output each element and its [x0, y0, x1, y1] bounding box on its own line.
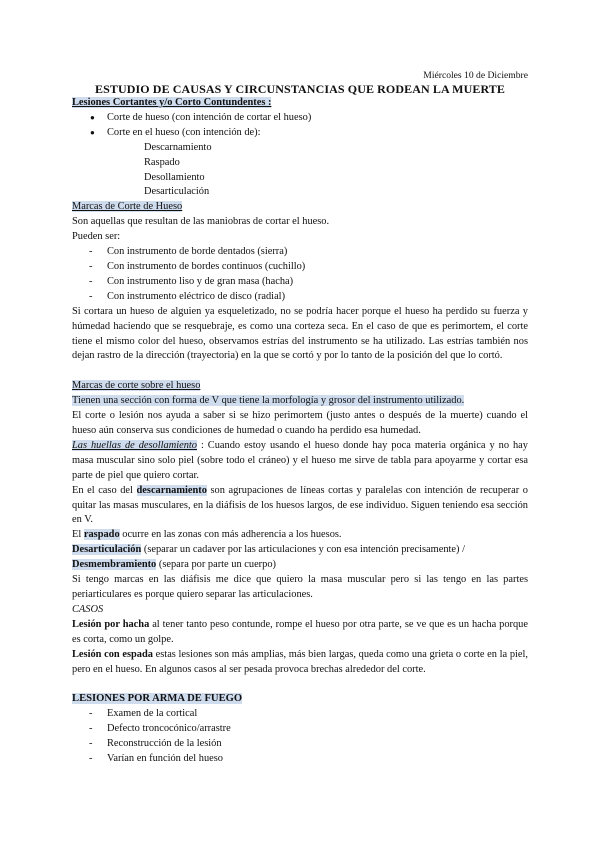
date-line: Miércoles 10 de Diciembre: [423, 70, 528, 81]
section-heading-marcas-corte-sobre-hueso: Marcas de corte sobre el hueso: [72, 380, 201, 392]
section-heading-arma-de-fuego: LESIONES POR ARMA DE FUEGO: [72, 693, 243, 705]
bullet-list-cortes: [72, 111, 528, 141]
sub-item: Desarticulación: [144, 186, 210, 198]
list-item: - Con instrumento eléctrico de disco (radial): [89, 290, 528, 305]
paragraph: Desmembramiento (separa por parte un cuerpo): [72, 559, 276, 571]
list-item: ● Corte de hueso (con intención de cortar el hueso): [90, 111, 528, 126]
paragraph: Lesión con espada estas lesiones son más amplias, más bien largas, queda como una grieta o corte en la piel, pero en el hueso. En algunos casos al ser pesada provoca brechas alrededor del corte.: [72, 648, 528, 675]
sub-item: Raspado: [144, 156, 180, 168]
section-heading-lesiones-cortantes: Lesiones Cortantes y/o Corto Contundentes :: [72, 97, 272, 108]
list-item: - Examen de la cortical: [89, 707, 528, 722]
casos-label: CASOS: [72, 603, 104, 615]
paragraph: Pueden ser:: [72, 231, 121, 243]
list-item: - Con instrumento de borde dentados (sierra): [89, 245, 528, 260]
dash-list-instrumentos: [72, 245, 528, 305]
dash-list-arma-fuego: [72, 707, 528, 767]
list-item: - Con instrumento liso y de gran masa (hacha): [89, 275, 528, 290]
list-item: - Reconstrucción de la lesión: [89, 737, 528, 752]
paragraph: Son aquellas que resultan de las maniobras de cortar el hueso.: [72, 216, 330, 228]
paragraph: Tienen una sección con forma de V que tiene la morfología y grosor del instrumento utilizado.: [72, 395, 465, 407]
list-item: - Varían en función del hueso: [89, 752, 528, 767]
section-heading-marcas-corte-hueso: Marcas de Corte de Hueso: [72, 201, 183, 213]
list-item: ● Corte en el hueso (con intención de):: [90, 126, 528, 141]
paragraph: El corte o lesión nos ayuda a saber si se hizo perimortem (justo antes o después de la muerte) cuando el hueso aún conserva sus condiciones de humedad o cuando ha perdido esa humedad.: [72, 410, 528, 437]
paragraph: Las huellas de desollamiento : Cuando estoy usando el hueso donde hay poca materia orgánica y no hay masa muscular sino solo piel (sobre todo el cráneo) y el hueso me sirve de tabla para apoyarme y cortar esa parte de piel que quiero cortar.: [72, 439, 528, 481]
document-page: [72, 70, 528, 767]
list-item: - Con instrumento de bordes continuos (cuchillo): [89, 260, 528, 275]
paragraph: El raspado ocurre en las zonas con más adherencia a los huesos.: [72, 529, 342, 541]
paragraph: Lesión por hacha al tener tanto peso contunde, rompe el hueso por otra parte, se ve que es un hacha porque es corta, como un golpe.: [72, 618, 528, 645]
sub-item: Desollamiento: [144, 171, 205, 183]
paragraph: En el caso del descarnamiento son agrupaciones de líneas cortas y paralelas con intención de recuperar o quitar las masas musculares, en la diáfisis de los huesos largos, de ese individuo. Siguen teniendo esa sección en V.: [72, 484, 528, 526]
document-title: ESTUDIO DE CAUSAS Y CIRCUNSTANCIAS QUE RODEAN LA MUERTE: [94, 82, 506, 96]
paragraph: Desarticulación (separar un cadaver por las articulaciones y con esa intención precisamente) /: [72, 544, 465, 556]
paragraph: Si tengo marcas en las diáfisis me dice que quiero la masa muscular pero si las tengo en las partes periarticulares es porque quiero separar las articulaciones.: [72, 574, 528, 600]
paragraph: Si cortara un hueso de alguien ya esqueletizado, no se podría hacer porque el hueso ha perdido su fuerza y húmedad haciendo que se resquebraje, es como una corteza seca. En el caso de que es perimortem, el corte tiene el mismo color del hueso, observamos estrías del instrumento se ha utilizado. Las estrías también nos dejan rastro de la dirección (trayectoria) en la que se cortó y por lo tanto de la posición del que lo cortó.: [72, 305, 528, 362]
sub-item: Descarnamiento: [144, 141, 212, 153]
list-item: - Defecto troncocónico/arrastre: [89, 722, 528, 737]
